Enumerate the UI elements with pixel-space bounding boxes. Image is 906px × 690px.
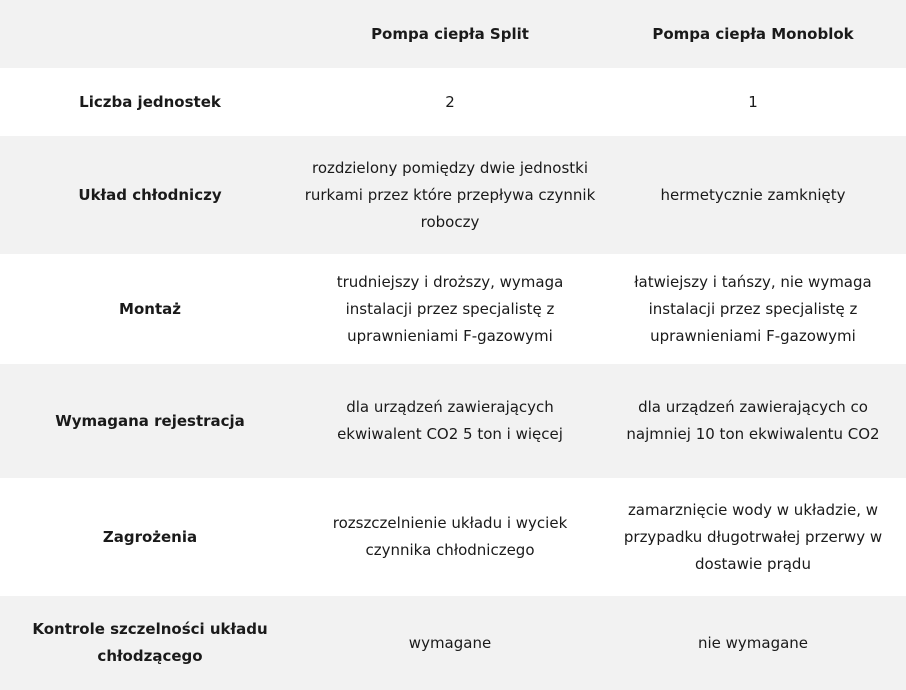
table-row: [0, 254, 906, 364]
row-label: Montaż: [119, 299, 181, 318]
table-row: [0, 478, 906, 596]
table-row: [0, 136, 906, 254]
row-label: Kontrole szczelności układu chłodzącego: [32, 620, 268, 665]
split-value: 2: [445, 92, 455, 111]
split-value: wymagane: [408, 633, 492, 652]
monoblok-value: zamarznięcie wody w układzie, w przypadku długotrwałej przerwy w dostawie prądu: [623, 500, 883, 573]
header-row: [0, 0, 906, 68]
split-value: dla urządzeń zawierających ekwiwalent CO2 5 ton i więcej: [337, 398, 563, 443]
split-value: rozszczelnienie układu i wyciek czynnika chłodniczego: [332, 514, 568, 559]
monoblok-value: hermetycznie zamknięty: [660, 185, 846, 204]
monoblok-value: nie wymagane: [697, 633, 809, 652]
monoblok-value: dla urządzeń zawierających co najmniej 10 ton ekwiwalentu CO2: [626, 398, 880, 443]
split-value: trudniejszy i droższy, wymaga instalacji przez specjalistę z uprawnieniami F-gazowymi: [336, 272, 564, 345]
monoblok-value: 1: [748, 92, 758, 111]
split-value: rozdzielony pomiędzy dwie jednostki rurkami przez które przepływa czynnik roboczy: [304, 158, 596, 231]
monoblok-value: łatwiejszy i tańszy, nie wymaga instalacji przez specjalistę z uprawnieniami F-gazowymi: [634, 272, 872, 345]
header-empty-cell: [0, 0, 300, 68]
row-label: Wymagana rejestracja: [55, 411, 245, 430]
table-row: [0, 596, 906, 690]
row-label: Liczba jednostek: [79, 92, 221, 111]
header-split: Pompa ciepła Split: [371, 24, 529, 43]
header-monoblok: Pompa ciepła Monoblok: [652, 24, 854, 43]
table-row: [0, 68, 906, 136]
row-label: Zagrożenia: [102, 527, 198, 546]
table-row: [0, 364, 906, 478]
row-label: Układ chłodniczy: [78, 185, 222, 204]
